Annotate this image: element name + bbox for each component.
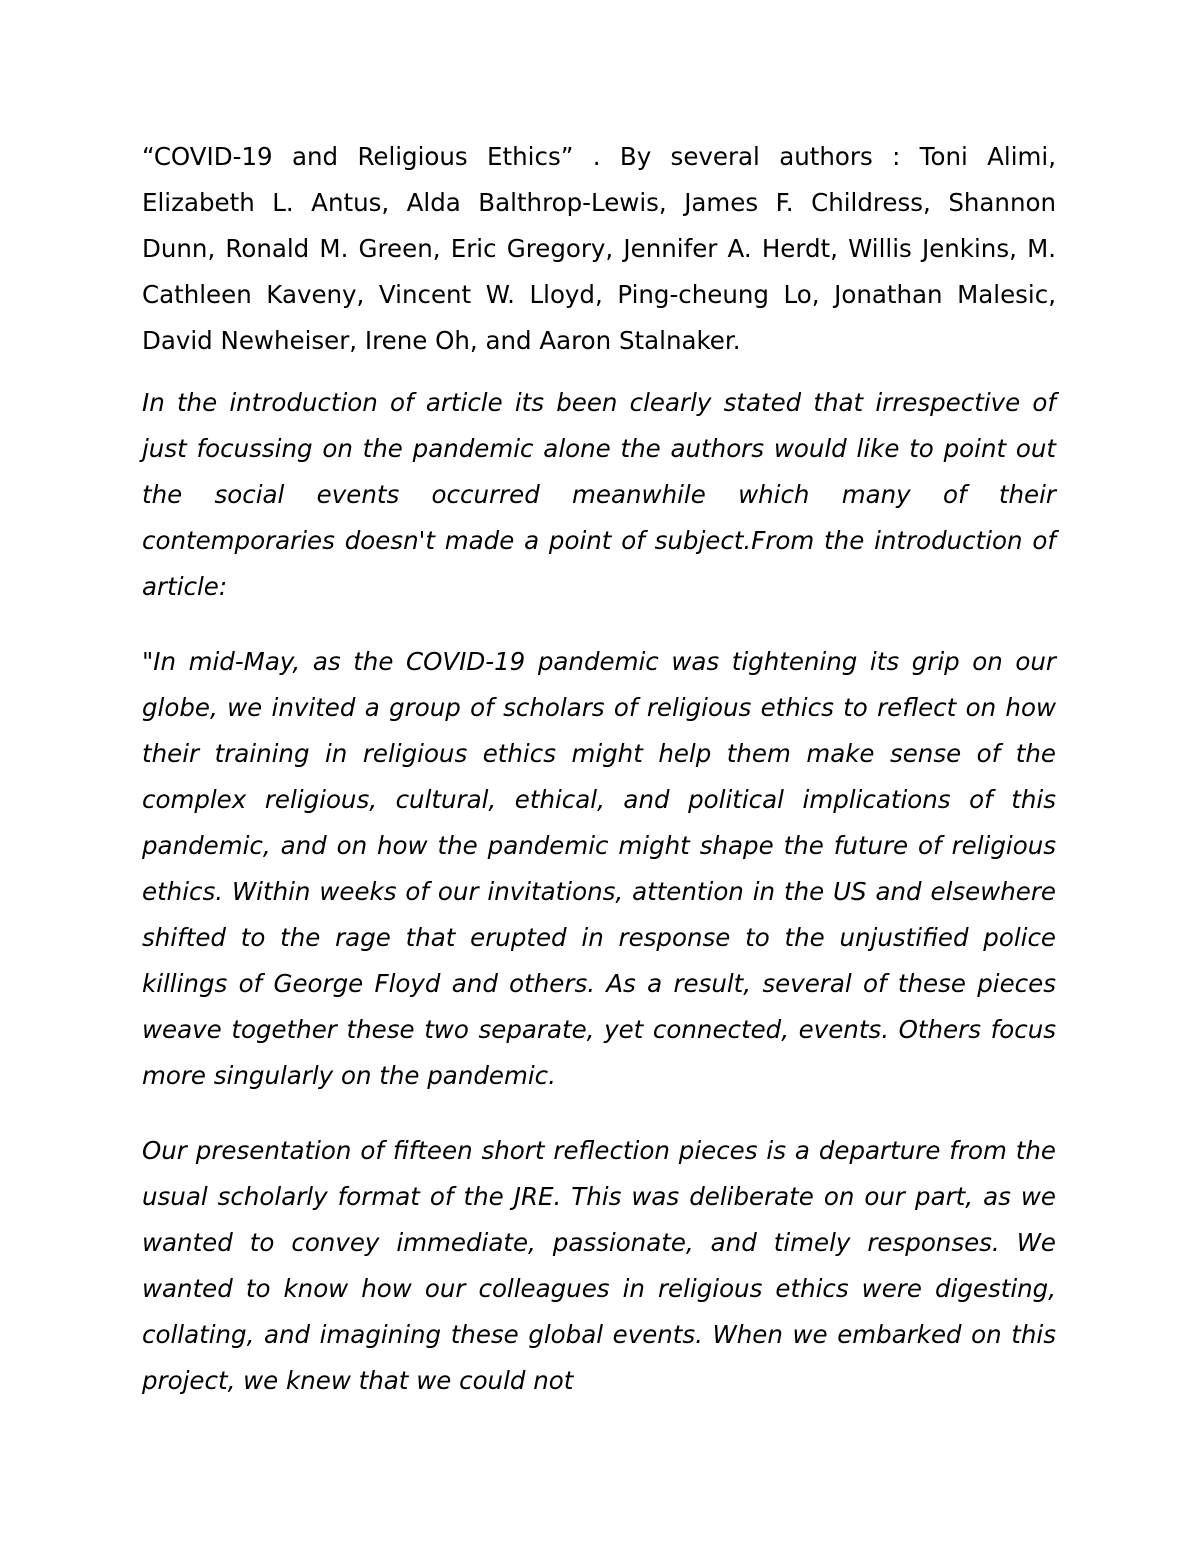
- quote-paragraph-1: "In mid-May, as the COVID-19 pandemic was tightening its grip on our globe, we invited a group of scholars of religious ethics to reflect on how their training in religious ethics might help them make sense of the complex religious, cultural, ethical, and political implications of this pandemic, and on how the pandemic might shape the future of religious ethics. Within weeks of our invitations, attention in the US and elsewhere shifted to the rage that erupted in response to the unjustified police killings of George Floyd and others. As a result, several of these pieces weave together these two separate, yet connected, events. Others focus more singularly on the pandemic.: [142, 647, 1056, 1090]
- citation-paragraph: “COVID-19 and Religious Ethics” . By several authors : Toni Alimi, Elizabeth L. Antus, Alda Balthrop-Lewis, James F. Childress, Shannon Dunn, Ronald M. Green, Eric Gregory, Jennifer A. Herdt, Willis Jenkins, M. Cathleen Kaveny, Vincent W. Lloyd, Ping-cheung Lo, Jonathan Malesic, David Newheiser, Irene Oh, and Aaron Stalnaker.: [142, 142, 1056, 355]
- quote-paragraph-2: Our presentation of fifteen short reflection pieces is a departure from the usual scholarly format of the JRE. This was deliberate on our part, as we wanted to convey immediate, passionate, and timely responses. We wanted to know how our colleagues in religious ethics were digesting, collating, and imagining these global events. When we embarked on this project, we knew that we could not: [142, 1136, 1056, 1395]
- introduction-paragraph: In the introduction of article its been clearly stated that irrespective of just focussing on the pandemic alone the authors would like to point out the social events occurred meanwhile which many of their contemporaries doesn't made a point of subject.From the introduction of article:: [142, 388, 1056, 601]
